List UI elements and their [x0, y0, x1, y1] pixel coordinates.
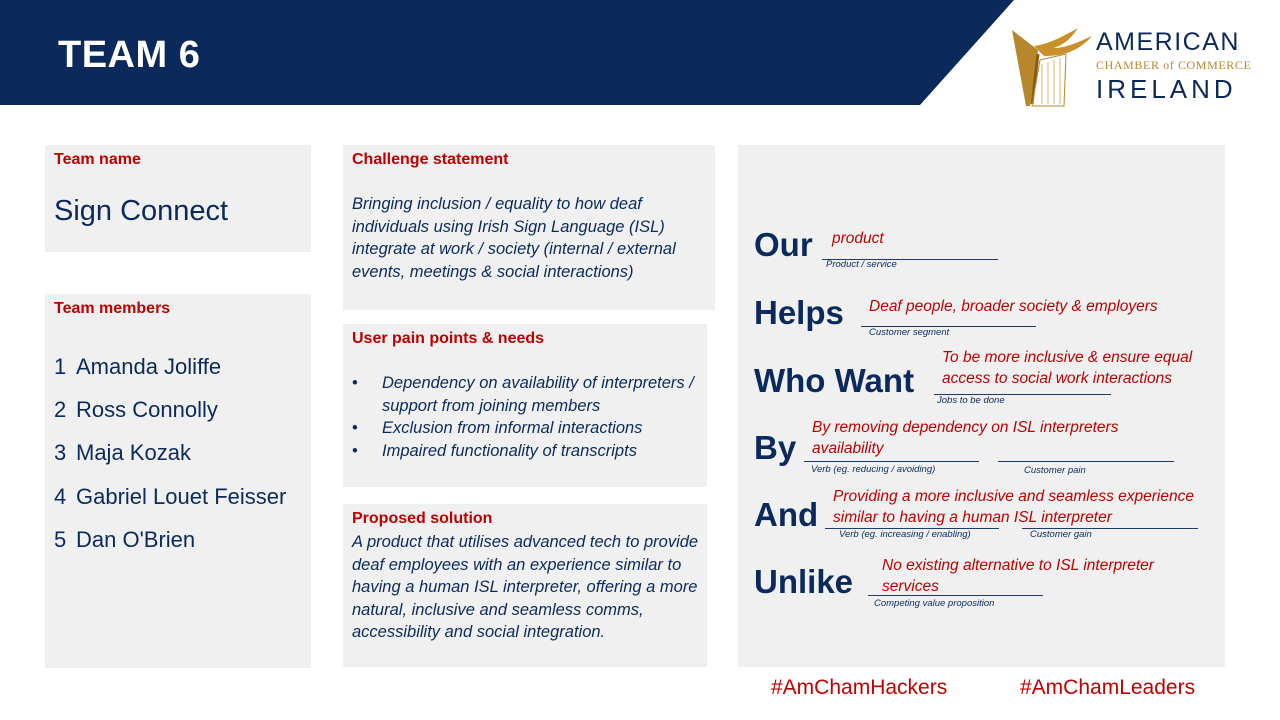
solution-text: A product that utilises advanced tech to provide deaf employees with an experience similar to having a human ISL interpreter, offering a more natural, inclusive and seamless comms, accessibility and social integration.: [352, 533, 699, 641]
pain-point-item: [352, 372, 702, 417]
vp-hint-our: Product / service: [826, 259, 897, 270]
pain-points-list: [352, 372, 702, 462]
vp-word-unlike: Unlike: [754, 563, 854, 600]
harp-eagle-icon: [1008, 24, 1094, 108]
vp-fill-who-want-2: access to social work interactions: [942, 370, 1173, 387]
challenge-text: Bringing inclusion / equality to how deaf individuals using Irish Sign Language (ISL) integrate at work / society (internal / external events, meetings & social interactions): [352, 195, 676, 281]
member-item: [54, 395, 286, 438]
vp-fill-our: product: [832, 230, 884, 247]
pain-points-panel: [343, 324, 707, 487]
amcham-logo: [1008, 24, 1258, 108]
member-number: 1: [54, 354, 67, 379]
vp-fill-unlike-1: No existing alternative to ISL interpreter: [882, 557, 1154, 574]
team-name-label: Team name: [54, 151, 141, 168]
vp-word-by: By: [754, 429, 797, 466]
vp-underline: [998, 461, 1174, 462]
logo-text-ireland: IRELAND: [1096, 74, 1237, 104]
pain-point-item: [352, 417, 702, 440]
solution-panel: [343, 504, 707, 667]
member-item: [54, 482, 286, 525]
vp-hint-and-gain: Customer gain: [1030, 529, 1092, 540]
bullet-icon: •: [352, 419, 358, 437]
member-number: 3: [54, 440, 67, 466]
pain-point-text: Impaired functionality of transcripts: [382, 441, 637, 460]
vp-fill-and-1: Providing a more inclusive and seamless experience: [833, 488, 1194, 505]
vp-hint-helps: Customer segment: [869, 327, 950, 338]
member-number: 4: [54, 483, 67, 509]
member-item: [54, 525, 286, 568]
member-list: [54, 352, 286, 568]
vp-word-our: Our: [754, 226, 813, 263]
vp-hint-unlike: Competing value proposition: [874, 598, 995, 609]
hashtag-leaders: #AmChamLeaders: [1020, 676, 1196, 699]
vp-hint-by-pain: Customer pain: [1024, 465, 1086, 476]
logo-text-chamber: CHAMBER of COMMERCE: [1096, 58, 1252, 72]
vp-fill-and-2: similar to having a human ISL interpreter: [833, 509, 1112, 526]
member-name: Dan O'Brien: [76, 526, 196, 552]
member-name: Ross Connolly: [76, 397, 218, 423]
solution-label: Proposed solution: [352, 510, 493, 527]
pain-point-text: Exclusion from informal interactions: [382, 419, 643, 437]
vp-word-helps: Helps: [754, 294, 844, 331]
team-members-label: Team members: [54, 300, 171, 317]
team-name-panel: [45, 145, 311, 252]
slide-title: TEAM 6: [58, 34, 201, 76]
vp-underline: [868, 595, 1043, 596]
vp-fill-helps: Deaf people, broader society & employers: [869, 298, 1158, 315]
logo-text-american: AMERICAN: [1096, 28, 1240, 56]
vp-word-who-want: Who Want: [754, 362, 915, 399]
team-name-value: Sign Connect: [54, 195, 229, 227]
member-number: 5: [54, 526, 67, 552]
bullet-icon: •: [352, 441, 358, 460]
pain-point-text: Dependency on availability of interpreters / support from joining members: [382, 374, 694, 415]
vp-hint-who-want: Jobs to be done: [937, 395, 1005, 406]
challenge-panel: [343, 145, 715, 310]
member-name: Amanda Joliffe: [76, 354, 222, 379]
vp-fill-by-1: By removing dependency on ISL interpreters: [812, 419, 1119, 436]
pain-points-label: User pain points & needs: [352, 330, 545, 347]
vp-word-and: And: [754, 496, 819, 533]
member-name: Maja Kozak: [76, 440, 191, 466]
value-proposition-panel: [738, 145, 1225, 667]
vp-hint-by-verb: Verb (eg. reducing / avoiding): [811, 464, 936, 475]
vp-fill-by-2: availability: [812, 440, 884, 457]
pain-point-item: [352, 440, 702, 463]
member-number: 2: [54, 397, 67, 423]
team-members-panel: [45, 294, 311, 668]
vp-hint-and-verb: Verb (eg. increasing / enabling): [839, 529, 971, 540]
member-item: [54, 352, 286, 395]
vp-fill-unlike-2: services: [882, 578, 939, 595]
challenge-label: Challenge statement: [352, 151, 509, 168]
vp-underline: [804, 461, 979, 462]
member-item: [54, 438, 286, 481]
vp-fill-who-want-1: To be more inclusive & ensure equal: [942, 349, 1193, 366]
hashtag-hackers: #AmChamHackers: [771, 676, 948, 699]
bullet-icon: •: [352, 374, 358, 392]
member-name: Gabriel Louet Feisser: [76, 483, 287, 509]
